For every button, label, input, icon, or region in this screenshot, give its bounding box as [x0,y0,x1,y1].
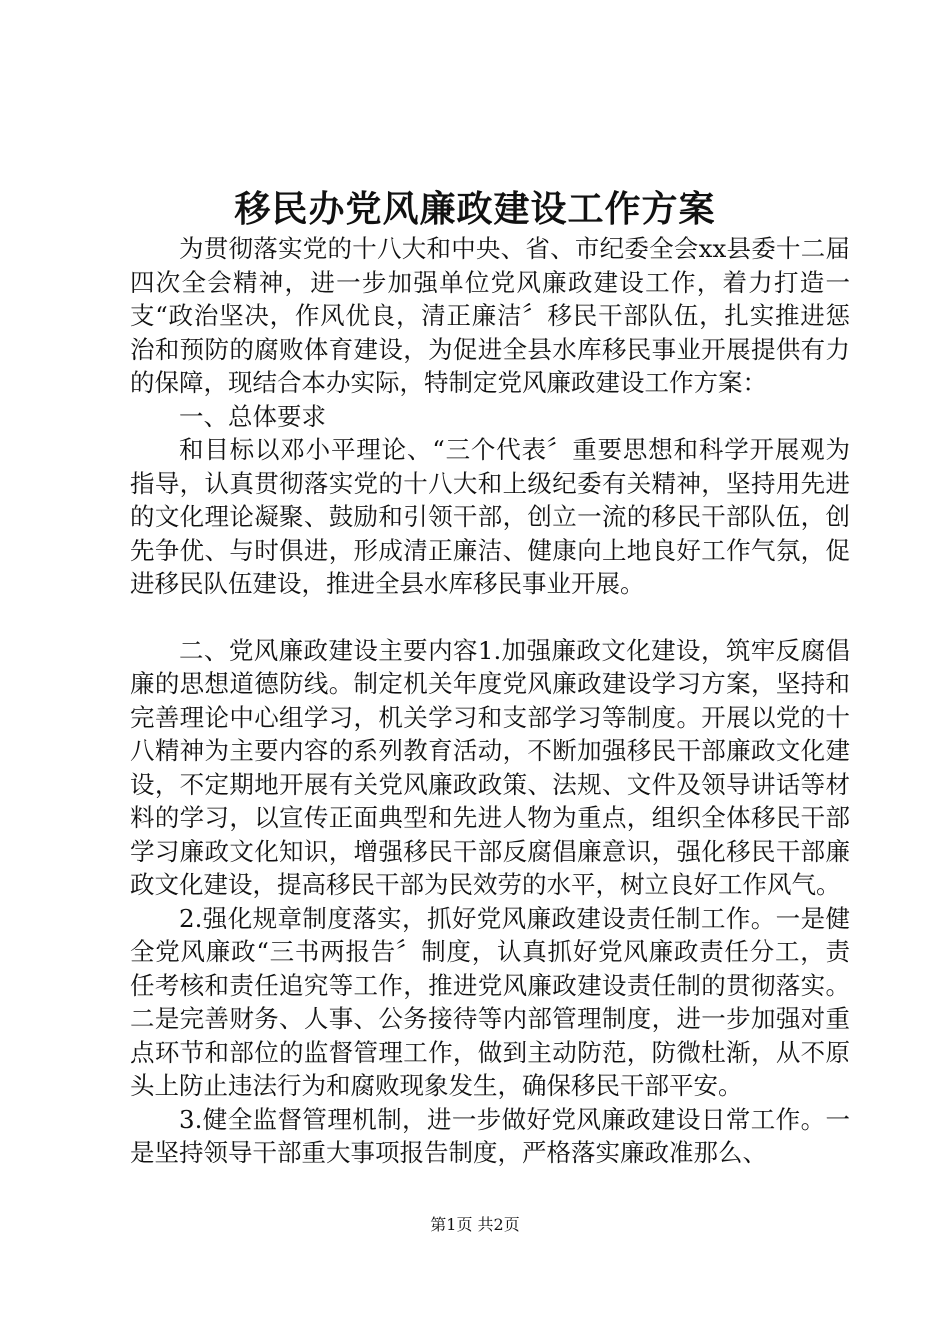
paragraph-goals: 和目标以邓小平理论、“三个代表〞重要思想和科学开展观为指导，认真贯彻落实党的十八大和上级纪委有关精神，坚持用先进的文化理论凝聚、鼓励和引领干部，创立一流的移民干部队伍，创先争优、与时俱进，形成清正廉洁、健康向上地良好工作气氛，促进移民队伍建设，推进全县水库移民事业开展。 [130,435,850,598]
section-heading-general: 一、总体要求 [179,401,326,431]
paragraph-main-content: 二、党风廉政建设主要内容1.加强廉政文化建设，筑牢反腐倡廉的思想道德防线。制定机关年度党风廉政建设学习方案，坚持和完善理论中心组学习，机关学习和支部学习等制度。开展以党的十八精神为主要内容的系列教育活动，不断加强移民干部廉政文化建设，不定期地开展有关党风廉政政策、法规、文件及领导讲话等材料的学习，以宣传正面典型和先进人物为重点，组织全体移民干部学习廉政文化知识，增强移民干部反腐倡廉意识，强化移民干部廉政文化建设，提高移民干部为民效劳的水平，树立良好工作风气。 [130,635,850,899]
page-footer: 第1页 共2页 [430,1215,520,1234]
document-title: 移民办党风廉政建设工作方案 [234,188,716,230]
paragraph-item-2: 2.强化规章制度落实，抓好党风廉政建设责任制工作。一是健全党风廉政“三书两报告〞制度，认真抓好党风廉政责任分工，责任考核和责任追究等工作，推进党风廉政建设责任制的贯彻落实。二是完善财务、人事、公务接待等内部管理制度，进一步加强对重点环节和部位的监督管理工作，做到主动防范，防微杜渐，从不原头上防止违法行为和腐败现象发生，确保移民干部平安。 [130,903,850,1100]
paragraph-intro: 为贯彻落实党的十八大和中央、省、市纪委全会xx县委十二届四次全会精神，进一步加强单位党风廉政建设工作，着力打造一支“政治坚决，作风优良，清正廉洁〞移民干部队伍，扎实推进惩治和预防的腐败体育建设，为促进全县水库移民事业开展提供有力的保障，现结合本办实际，特制定党风廉政建设工作方案： [130,234,850,397]
paragraph-item-3: 3.健全监督管理机制，进一步做好党风廉政建设日常工作。一是坚持领导干部重大事项报告制度，严格落实廉政准那么、 [130,1104,850,1167]
document-body [130,232,850,1170]
